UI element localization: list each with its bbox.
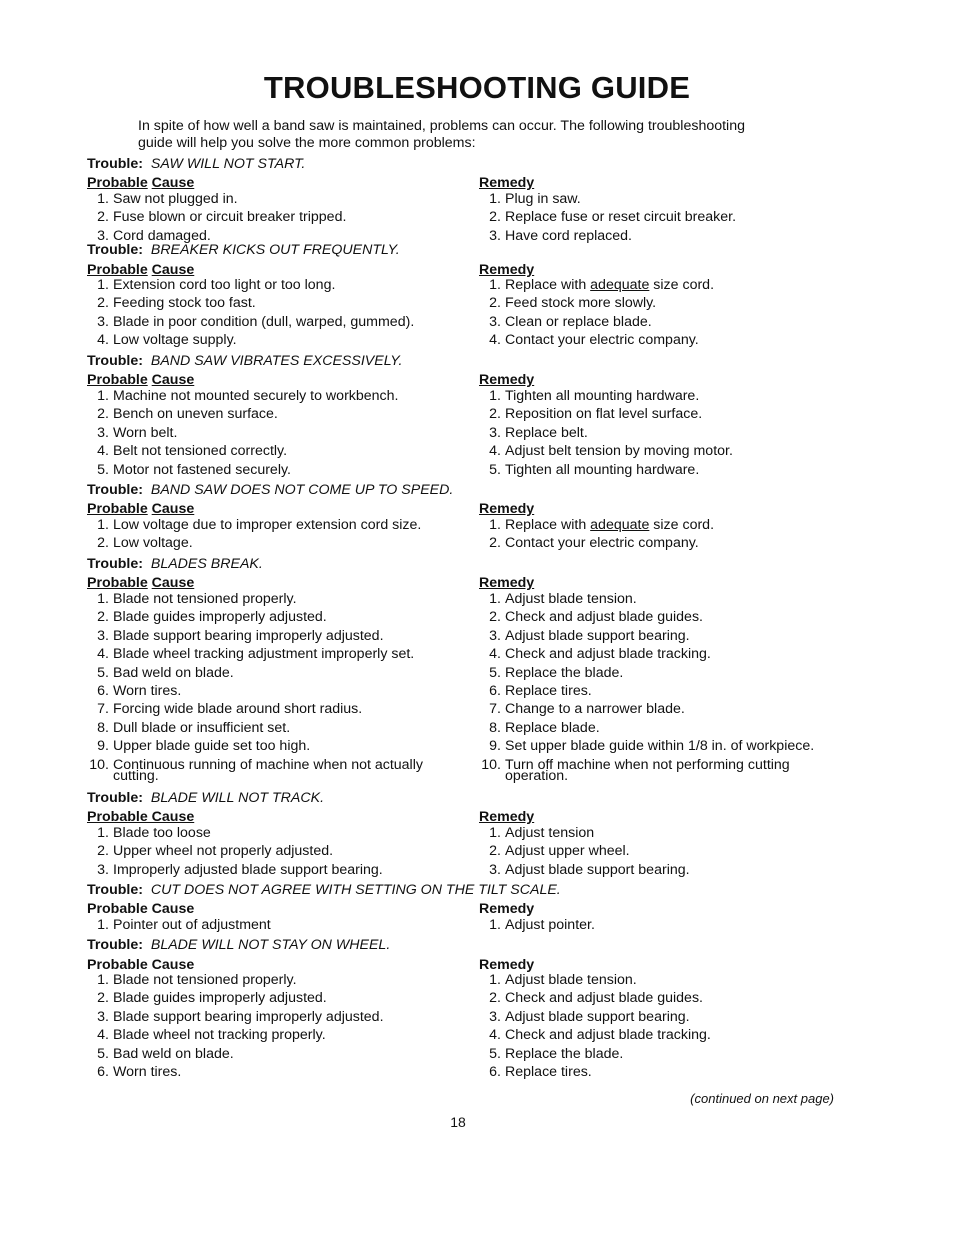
remedy-number: 2. [489,990,501,1007]
remedy-text: Contact your electric company. [505,535,699,552]
cause-text: Blade wheel not tracking properly. [113,1027,326,1044]
remedy-number: 1. [489,825,501,841]
remedy-number: 2. [489,609,501,626]
remedy-text: Adjust pointer. [505,917,595,933]
underlined-word: adequate [590,517,650,533]
trouble-line [87,937,390,954]
remedy-text: Adjust blade support bearing. [505,627,690,644]
cause-text: Saw not plugged in. [113,191,238,207]
cause-number: 1. [97,388,109,404]
probable-cause-header [87,372,194,389]
remedy-word: Remedy [479,501,535,517]
trouble-line [87,556,263,573]
remedy-number: 1. [489,277,501,293]
cause-number: 2. [97,609,109,626]
cause-number: 5. [97,1045,109,1062]
remedy-text: Adjust blade tension. [505,591,637,607]
cause-text: Bad weld on blade. [113,1045,234,1062]
cause-text: Fuse blown or circuit breaker tripped. [113,209,347,226]
continued-note: (continued on next page) [690,1091,834,1106]
cause-text: Extension cord too light or too long. [113,277,336,293]
cause-text: Bad weld on blade. [113,664,234,681]
cause-number: 4. [97,332,109,349]
cause-text: Feeding stock too fast. [113,295,256,312]
remedy-number: 3. [489,861,501,878]
probable-word: Probable [87,262,148,278]
remedy-header [479,575,534,592]
remedy-number: 5. [489,461,501,478]
cause-number: 1. [97,972,109,988]
trouble-label: Trouble: [87,353,143,369]
remedy-word: Remedy [479,372,535,388]
cause-number: 1. [97,191,109,207]
remedy-text: Replace fuse or reset circuit breaker. [505,209,737,226]
remedy-number: 7. [489,701,501,718]
trouble-line [87,882,561,899]
remedy-number: 3. [489,313,501,330]
cause-number: 1. [97,591,109,607]
remedy-text: Replace with adequate size cord. [505,277,715,293]
trouble-description: CUT DOES NOT AGREE WITH SETTING ON THE TILT SCALE. [142,882,561,898]
remedy-header [479,501,534,518]
cause-text: Blade support bearing improperly adjusted. [113,627,384,644]
remedy-number: 3. [489,1008,501,1025]
cause-number: 6. [97,683,109,699]
probable-cause-header [87,809,194,826]
remedy-text: Reposition on flat level surface. [505,406,703,423]
cause-number: 10. [89,756,109,773]
cause-number: 6. [97,1064,109,1080]
cause-text: Machine not mounted securely to workbench. [113,388,399,404]
cause-text: Low voltage supply. [113,332,237,349]
trouble-description: BLADE WILL NOT STAY ON WHEEL. [142,937,391,953]
cause-number: 5. [97,461,109,478]
trouble-description: BLADE WILL NOT TRACK. [142,790,325,806]
cause-text: Belt not tensioned correctly. [113,443,288,460]
remedy-number: 2. [489,295,501,312]
remedy-number: 3. [489,227,501,244]
remedy-number: 4. [489,646,501,663]
remedy-number: 6. [489,1064,501,1080]
cause-text: Pointer out of adjustment [113,917,271,933]
probable-word: Probable [87,501,148,517]
remedy-text: Adjust blade support bearing. [505,861,690,878]
remedy-text: Replace belt. [505,424,588,441]
cause-text: Low voltage due to improper extension cord size. [113,517,422,533]
remedy-text: Replace the blade. [505,1045,624,1062]
cause-number: 3. [97,227,109,244]
cause-text: Low voltage. [113,535,193,552]
cause-word: Cause [151,501,195,517]
cause-number: 9. [97,738,109,755]
cause-number: 1. [97,277,109,293]
trouble-description: BAND SAW DOES NOT COME UP TO SPEED. [142,482,454,498]
cause-number: 7. [97,701,109,718]
cause-text: Worn belt. [113,424,178,441]
remedy-number: 5. [489,1045,501,1062]
remedy-number: 2. [489,406,501,423]
remedy-text: Replace the blade. [505,664,624,681]
probable-word: Probable [87,175,148,191]
trouble-label: Trouble: [87,556,143,572]
remedy-text: Tighten all mounting hardware. [505,461,700,478]
remedy-number: 1. [489,388,501,404]
remedy-number: 3. [489,424,501,441]
remedy-text: Check and adjust blade guides. [505,609,703,626]
cause-number: 4. [97,646,109,663]
remedy-word: Remedy [479,901,535,917]
trouble-line [87,790,324,807]
remedy-word: Remedy [479,175,535,191]
cause-number: 3. [97,313,109,330]
cause-word: Cause [151,262,195,278]
cause-text: Blade wheel tracking adjustment improperly set. [113,646,415,663]
underlined-word: adequate [590,277,650,293]
cause-text: Upper wheel not properly adjusted. [113,843,334,860]
cause-text: Motor not fastened securely. [113,461,291,478]
remedy-number: 1. [489,517,501,533]
trouble-description: BLADES BREAK. [142,556,263,572]
remedy-text: Replace blade. [505,719,600,736]
remedy-number: 9. [489,738,501,755]
cause-number: 4. [97,443,109,460]
cause-word: Cause [151,175,195,191]
probable-cause-word: Probable Cause [87,901,195,917]
remedy-text: Contact your electric company. [505,332,699,349]
cause-number: 1. [97,517,109,533]
remedy-number: 6. [489,683,501,699]
remedy-text: Check and adjust blade tracking. [505,1027,711,1044]
cause-text: Blade support bearing improperly adjusted. [113,1008,384,1025]
remedy-number: 1. [489,917,501,933]
cause-number: 2. [97,843,109,860]
page-number: 18 [450,1114,466,1130]
remedy-number: 4. [489,332,501,349]
cause-number: 2. [97,209,109,226]
cause-text: Upper blade guide set too high. [113,738,311,755]
remedy-text: Replace tires. [505,1064,592,1080]
probable-cause-header [87,575,194,592]
cause-word: Cause [151,575,195,591]
remedy-header [479,901,534,918]
cause-number: 4. [97,1027,109,1044]
cause-text: Worn tires. [113,1064,182,1080]
intro-paragraph: In spite of how well a band saw is maintained, problems can occur. The following troubleshooting guide will help you solve the more common problems: [138,118,745,151]
remedy-text: Change to a narrower blade. [505,701,685,718]
trouble-line [87,482,453,499]
remedy-header [479,809,534,826]
cause-number: 3. [97,861,109,878]
cause-number: 2. [97,990,109,1007]
remedy-word: Remedy [479,957,535,973]
remedy-word: Remedy [479,575,535,591]
cause-number: 2. [97,535,109,552]
cause-word: Cause [151,372,195,388]
cause-text: Blade in poor condition (dull, warped, gummed). [113,313,415,330]
page-title: TROUBLESHOOTING GUIDE [263,70,691,105]
cause-text: Bench on uneven surface. [113,406,278,423]
remedy-number: 8. [489,719,501,736]
cause-number: 1. [97,917,109,933]
probable-cause-word: Probable Cause [87,809,195,825]
cause-number: 2. [97,406,109,423]
remedy-text: Have cord replaced. [505,227,632,244]
cause-number: 8. [97,719,109,736]
remedy-text: Feed stock more slowly. [505,295,657,312]
remedy-number: 10. [481,756,501,773]
probable-cause-word: Probable Cause [87,957,195,973]
probable-cause-header [87,901,194,918]
remedy-text: Clean or replace blade. [505,313,652,330]
remedy-text: Tighten all mounting hardware. [505,388,700,404]
probable-word: Probable [87,372,148,388]
cause-number: 3. [97,424,109,441]
trouble-label: Trouble: [87,156,143,172]
trouble-label: Trouble: [87,242,143,258]
remedy-header [479,175,534,192]
probable-word: Probable [87,575,148,591]
remedy-text: Replace tires. [505,683,592,699]
remedy-text: Adjust blade support bearing. [505,1008,690,1025]
remedy-text: Adjust belt tension by moving motor. [505,443,733,460]
probable-cause-header [87,175,194,192]
cause-number: 5. [97,664,109,681]
remedy-text: Set upper blade guide within 1/8 in. of workpiece. [505,738,815,755]
cause-text: Forcing wide blade around short radius. [113,701,363,718]
cause-text: Worn tires. [113,683,182,699]
trouble-label: Trouble: [87,790,143,806]
trouble-line [87,242,400,259]
remedy-number: 2. [489,843,501,860]
remedy-number: 2. [489,209,501,226]
remedy-text: Replace with adequate size cord. [505,517,715,533]
remedy-text: Adjust blade tension. [505,972,637,988]
cause-text: Dull blade or insufficient set. [113,719,291,736]
cause-text: Blade guides improperly adjusted. [113,609,327,626]
cause-number: 2. [97,295,109,312]
remedy-text: Check and adjust blade guides. [505,990,703,1007]
trouble-description: BREAKER KICKS OUT FREQUENTLY. [142,242,400,258]
cause-text: Blade guides improperly adjusted. [113,990,327,1007]
remedy-number: 3. [489,627,501,644]
cause-text: Cord damaged. [113,227,211,244]
remedy-text: Turn off machine when not performing cutting operation. [505,756,790,785]
trouble-description: BAND SAW VIBRATES EXCESSIVELY. [142,353,403,369]
remedy-header [479,372,534,389]
cause-text: Blade not tensioned properly. [113,591,297,607]
trouble-line [87,156,305,173]
trouble-description: SAW WILL NOT START. [142,156,306,172]
cause-text: Improperly adjusted blade support bearing. [113,861,383,878]
cause-number: 1. [97,825,109,841]
trouble-line [87,353,402,370]
cause-number: 3. [97,627,109,644]
remedy-word: Remedy [479,262,535,278]
remedy-text: Check and adjust blade tracking. [505,646,711,663]
remedy-number: 5. [489,664,501,681]
trouble-label: Trouble: [87,882,143,898]
cause-text: Blade not tensioned properly. [113,972,297,988]
trouble-label: Trouble: [87,937,143,953]
remedy-number: 1. [489,191,501,207]
remedy-text: Plug in saw. [505,191,581,207]
remedy-text: Adjust tension [505,825,595,841]
remedy-word: Remedy [479,809,535,825]
remedy-text: Adjust upper wheel. [505,843,630,860]
cause-text: Blade too loose [113,825,211,841]
trouble-label: Trouble: [87,482,143,498]
remedy-number: 1. [489,591,501,607]
remedy-number: 1. [489,972,501,988]
remedy-number: 2. [489,535,501,552]
remedy-number: 4. [489,443,501,460]
cause-text: Continuous running of machine when not actually cutting. [113,756,423,785]
remedy-number: 4. [489,1027,501,1044]
probable-cause-header [87,501,194,518]
cause-number: 3. [97,1008,109,1025]
